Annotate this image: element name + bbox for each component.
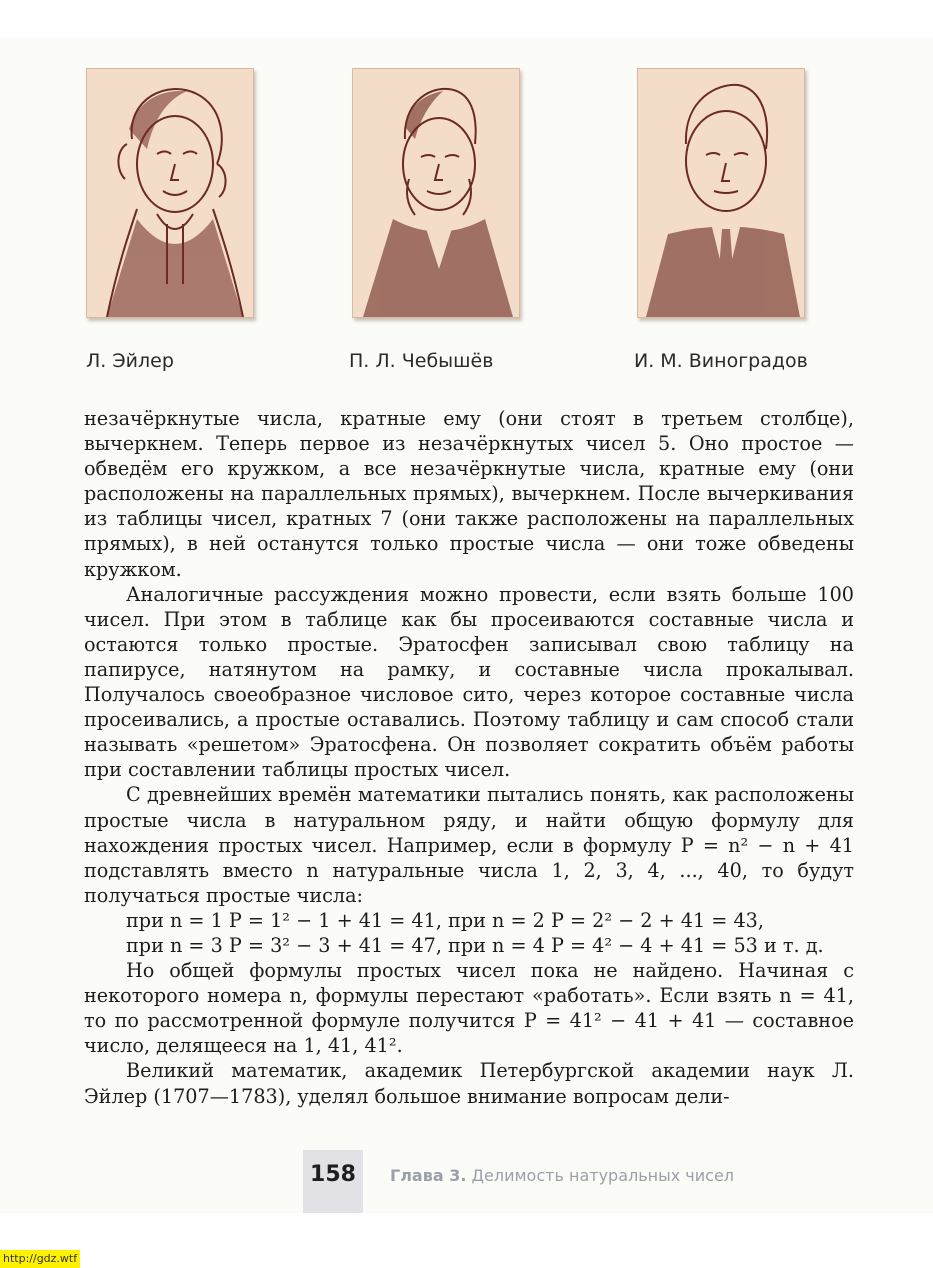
chapter-running-head	[390, 1166, 734, 1185]
portrait-vinogradov	[637, 68, 805, 318]
caption-chebyshev: П. Л. Чебышёв	[349, 350, 494, 372]
paragraph-1: незачёркнутые числа, кратные ему (они стоят в третьем столбце), вычеркнем. Теперь первое из незачёркнутых чисел 5. Оно простое — обведём его кружком, а все незачёркнутые числа, кратные ему (они расположены на параллельных прямых), вычеркнем. После вычеркивания из таблицы чисел, кратных 7 (они также расположены на параллельных прямых), в ней останутся только простые числа — они тоже обведены кружком.	[84, 407, 854, 581]
page-number: 158	[310, 1162, 356, 1187]
vinogradov-engraving-icon	[638, 69, 804, 317]
chapter-label: Глава 3.	[390, 1166, 467, 1185]
body-text	[84, 406, 854, 1109]
euler-engraving-icon	[87, 69, 253, 317]
paragraph-5: Великий математик, академик Петербургской академии наук Л. Эйлер (1707—1783), уделял большое внимание вопросам дели-	[84, 1059, 854, 1108]
formula-line-1: при n = 1 P = 1² − 1 + 41 = 41, при n = 2 P = 2² − 2 + 41 = 43,	[126, 908, 764, 932]
caption-euler: Л. Эйлер	[86, 350, 174, 372]
caption-vinogradov: И. М. Виноградов	[634, 350, 808, 372]
paragraph-3: С древнейших времён математики пытались понять, как расположены простые числа в натуральном ряду, и найти общую формулу для нахождения простых чисел. Например, если в формулу P = n² − n + 41 подставлять вместо n натуральные числа 1, 2, 3, 4, ..., 40, то будут получаться простые числа:	[84, 783, 854, 907]
portrait-euler	[86, 68, 254, 318]
watermark-link[interactable]: http://gdz.wtf	[0, 1250, 80, 1268]
portrait-chebyshev	[352, 68, 520, 318]
textbook-page	[0, 38, 933, 1213]
paragraph-4: Но общей формулы простых чисел пока не найдено. Начиная с некоторого номера n, формулы перестают «работать». Если взять n = 41, то по рассмотренной формуле получится P = 41² − 41 + 41 — составное число, делящееся на 1, 41, 41².	[84, 959, 854, 1058]
paragraph-2: Аналогичные рассуждения можно провести, если взять больше 100 чисел. При этом в таблице как бы просеиваются составные числа и остаются только простые. Эратосфен записывал свою таблицу на папирусе, натянутом на рамку, и составные числа прокалывал. Получалось своеобразное числовое сито, через которое составные числа просеивались, а простые оставались. Поэтому таблицу и сам способ стали называть «решетом» Эратосфена. Он позволяет сократить объём работы при составлении таблицы простых чисел.	[84, 582, 854, 782]
chapter-title: Делимость натуральных чисел	[471, 1166, 735, 1185]
chebyshev-engraving-icon	[353, 69, 519, 317]
formula-line-2: при n = 3 P = 3² − 3 + 41 = 47, при n = 4 P = 4² − 4 + 41 = 53 и т. д.	[126, 933, 824, 957]
